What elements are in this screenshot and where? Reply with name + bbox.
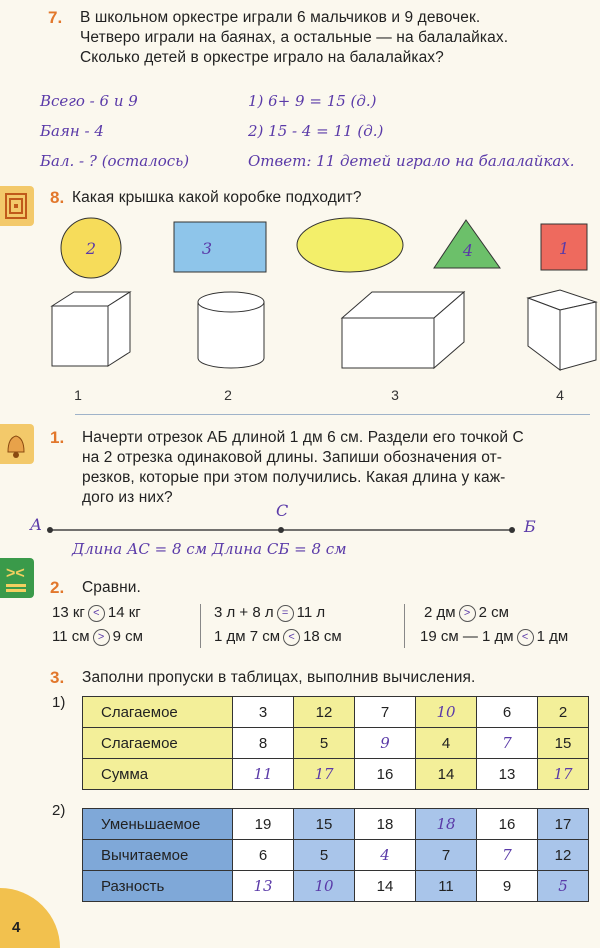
- ellipse-lid: [297, 218, 403, 272]
- compare-item: 2 дм > 2 см: [424, 604, 509, 621]
- note-line: Всего - 6 и 9: [40, 92, 138, 110]
- row-header: Вычитаемое: [83, 840, 233, 871]
- compare-item: 13 кг < 14 кг: [52, 604, 141, 621]
- table-row: Уменьшаемое 19 15 18 18 16 17: [83, 809, 589, 840]
- task7-text: [80, 8, 508, 68]
- row-header: Слагаемое: [83, 728, 233, 759]
- task1-line: резков, которые при этом получились. Какая длина у каж-: [82, 469, 506, 486]
- compare-icon: [0, 558, 34, 598]
- table-row: Слагаемое 8 5 9 4 7 15: [83, 728, 589, 759]
- task1-line: Начерти отрезок АБ длиной 1 дм 6 см. Раздели его точкой С: [82, 429, 524, 446]
- compare-item: 1 дм 7 см < 18 см: [214, 628, 342, 645]
- box-label: 4: [556, 387, 564, 403]
- task7-line: Четверо играли на баянах, а остальные — на балалайках.: [80, 29, 509, 46]
- task1-line: на 2 отрезка одинаковой длины. Запиши обозначения от-: [82, 449, 503, 466]
- compare-item: 19 см — 1 дм < 1 дм: [420, 628, 569, 645]
- point-a-label: А: [30, 515, 43, 534]
- task1-text: [82, 428, 524, 508]
- row-header: Сумма: [83, 759, 233, 790]
- solution-line: Ответ: 11 детей играло на балалайках.: [248, 152, 575, 170]
- task7-line: В школьном оркестре играли 6 мальчиков и 9 девочек.: [80, 9, 481, 26]
- addition-table: [82, 696, 589, 790]
- task3-text: Заполни пропуски в таблицах, выполнив вычисления.: [82, 669, 476, 686]
- task1-number: 1.: [50, 428, 65, 447]
- bell-icon: [0, 424, 34, 464]
- row-header: Разность: [83, 871, 233, 902]
- divider: [75, 414, 590, 415]
- lid-label: 3: [201, 239, 213, 258]
- point-b-label: Б: [524, 517, 536, 536]
- point-c-label: С: [276, 501, 289, 520]
- task2-title: Сравни.: [82, 579, 141, 596]
- lid-label: 2: [85, 239, 97, 258]
- task7-line: Сколько детей в оркестре играло на балалайках?: [80, 49, 444, 66]
- compare-item: 3 л + 8 л = 11 л: [214, 604, 326, 621]
- box-label: 2: [224, 387, 232, 403]
- solution-line: 2) 15 - 4 = 11 (д.): [248, 122, 384, 140]
- task8-number: 8.: [50, 188, 65, 207]
- solution-line: 1) 6+ 9 = 15 (д.): [248, 92, 377, 110]
- svg-text:><: ><: [6, 565, 25, 582]
- compare-item: 11 см > 9 см: [52, 628, 143, 645]
- cylinder-box: [198, 292, 264, 368]
- prism-box: [528, 290, 596, 370]
- task1-answer: Длина АС = 8 см Длина СБ = 8 см: [72, 540, 347, 558]
- task7-solution: [248, 86, 575, 176]
- task8-text: Какая крышка какой коробке подходит?: [72, 189, 362, 206]
- lids-and-boxes: [0, 210, 600, 410]
- segment-drawing: [0, 500, 600, 540]
- task7-notes: [40, 86, 189, 176]
- note-line: Бал. - ? (осталось): [40, 152, 190, 170]
- task2-number: 2.: [50, 578, 65, 597]
- box-label: 1: [74, 387, 82, 403]
- subtraction-table: [82, 808, 589, 902]
- table2-label: 2): [52, 802, 66, 819]
- table-row: Сумма 11 17 16 14 13 17: [83, 759, 589, 790]
- lid-label: 1: [558, 239, 570, 258]
- cuboid-box: [342, 292, 464, 368]
- rect-lid: [174, 222, 266, 272]
- page-number: 4: [12, 919, 21, 936]
- row-header: Уменьшаемое: [83, 809, 233, 840]
- task1-line: дого из них?: [82, 489, 173, 506]
- box-label: 3: [391, 387, 399, 403]
- table-row: Вычитаемое 6 5 4 7 7 12: [83, 840, 589, 871]
- table-row: Слагаемое 3 12 7 10 6 2: [83, 697, 589, 728]
- page-number-badge: [0, 888, 60, 948]
- row-header: Слагаемое: [83, 697, 233, 728]
- note-line: Баян - 4: [40, 122, 104, 140]
- task3-number: 3.: [50, 668, 65, 687]
- table1-label: 1): [52, 694, 66, 711]
- table-row: Разность 13 10 14 11 9 5: [83, 871, 589, 902]
- lid-label: 4: [462, 241, 474, 260]
- cube-box: [52, 292, 130, 366]
- task7-number: 7.: [48, 8, 63, 27]
